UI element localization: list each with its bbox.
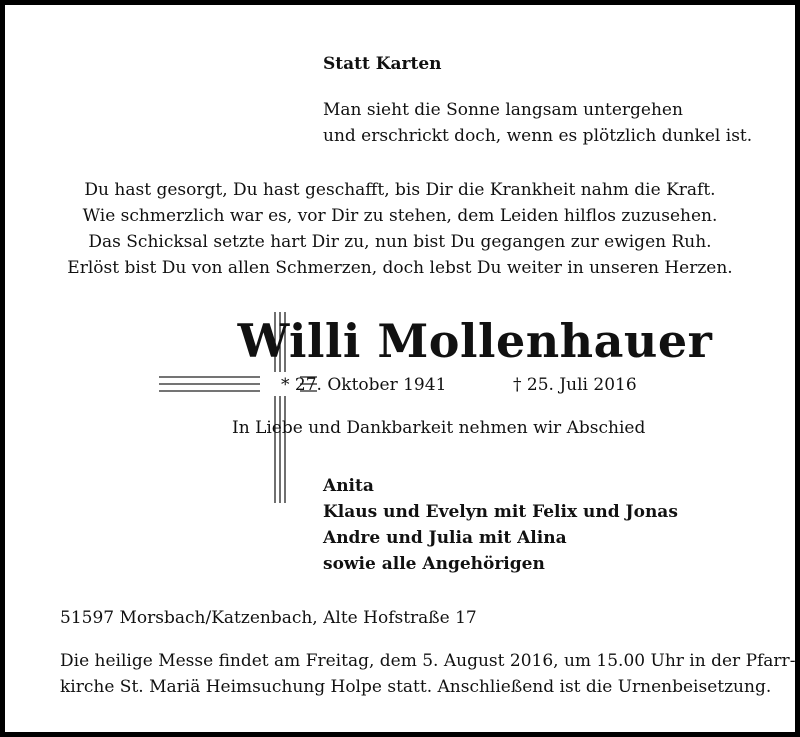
verse-line: Man sieht die Sonne langsam untergehen [323, 100, 683, 120]
mourner-item: Klaus und Evelyn mit Felix und Jonas [323, 502, 678, 522]
service-line: Die heilige Messe findet am Freitag, dem 5. August 2016, um 15.00 Uhr in der Pfarr- [60, 651, 796, 671]
deceased-name: Willi Mollenhauer [237, 314, 713, 368]
verse-line: Du hast gesorgt, Du hast geschafft, bis Dir die Krankheit nahm die Kraft. [84, 180, 716, 200]
service-line: kirche St. Mariä Heimsuchung Holpe statt. Anschließend ist die Urnenbeisetzung. [60, 677, 772, 697]
verse-line: Das Schicksal setzte hart Dir zu, nun bist Du gegangen zur ewigen Ruh. [88, 232, 712, 252]
verse-line: Erlöst bist Du von allen Schmerzen, doch lebst Du weiter in unseren Herzen. [67, 258, 733, 278]
birth-date: * 27. Oktober 1941 [281, 375, 447, 395]
verse-line: und erschrickt doch, wenn es plötzlich dunkel ist. [323, 126, 753, 146]
mourner-item: Andre und Julia mit Alina [323, 528, 567, 548]
address: 51597 Morsbach/Katzenbach, Alte Hofstraße 17 [60, 608, 477, 628]
mourner-item: sowie alle Angehörigen [323, 554, 545, 574]
farewell-text: In Liebe und Dankbarkeit nehmen wir Abschied [232, 418, 646, 438]
verse-line: Wie schmerzlich war es, vor Dir zu stehen, dem Leiden hilflos zuzusehen. [82, 206, 718, 226]
mourner-item: Anita [323, 476, 374, 496]
death-date: † 25. Juli 2016 [513, 375, 637, 395]
header-label: Statt Karten [323, 54, 442, 74]
